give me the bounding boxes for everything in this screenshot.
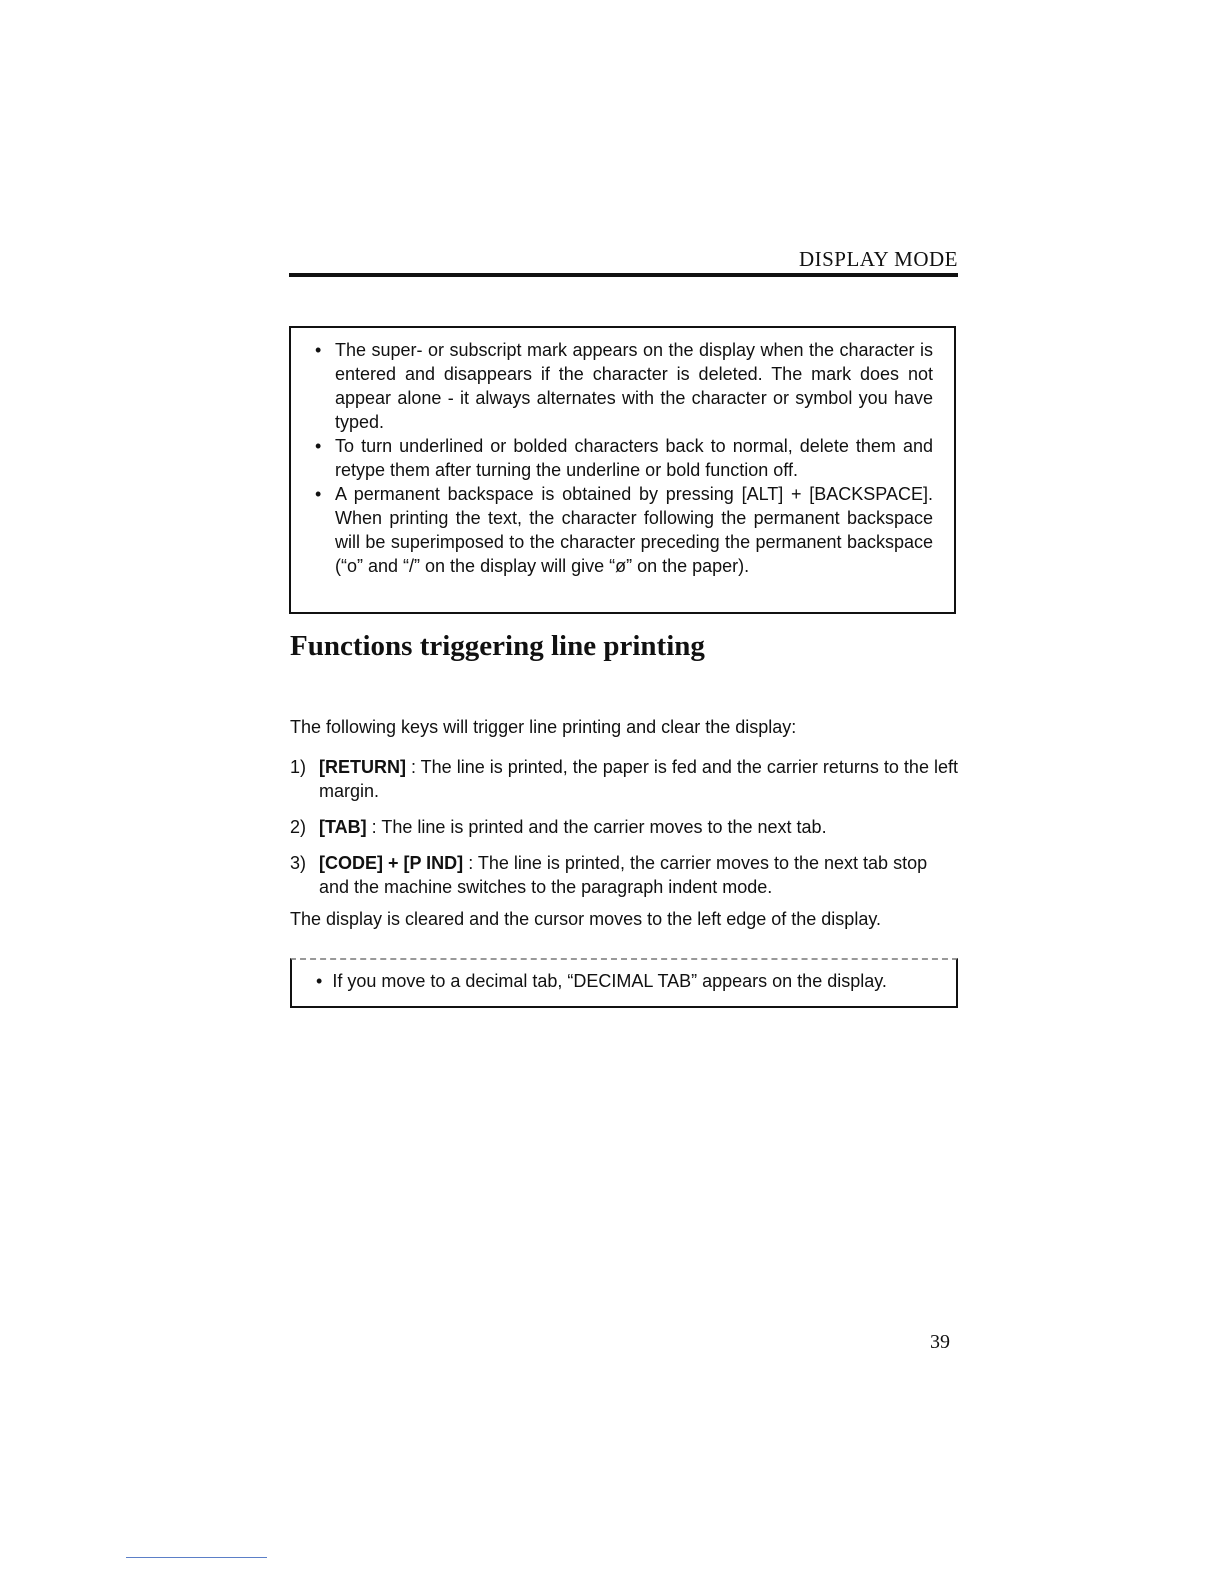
key-label: [RETURN] [319,757,406,777]
step-number: 2) [290,817,307,837]
key-step [290,851,960,899]
header-rule [289,273,958,277]
section-intro: The following keys will trigger line printing and clear the display: [290,717,797,737]
key-step [290,755,960,803]
key-label: [TAB] [319,817,367,837]
running-head: DISPLAY MODE [798,247,958,271]
key-label: [CODE] + [P IND] [319,853,464,873]
note-bullet-list [313,338,933,578]
step-number: 3) [290,853,307,873]
note-bullet-text: The super- or subscript mark appears on the display when the character is entered and disappears if the character is deleted. The mark does not appear alone - it always alternates with the character or symbol you have typed. [335,340,933,432]
bullet-icon: • [316,971,323,991]
section-outro: The display is cleared and the cursor moves to the left edge of the display. [290,909,881,929]
note-bullet [313,338,933,434]
step-text: : The line is printed, the paper is fed and the carrier returns to the left margin. [319,757,958,801]
key-step-list [290,755,960,911]
decimal-tab-note-line [316,971,887,992]
note-bullet-text: To turn underlined or bolded characters back to normal, delete them and retype them after turning the underline or bold function off. [335,436,933,480]
note-bullet [313,434,933,482]
step-text: : The line is printed and the carrier moves to the next tab. [366,817,827,837]
key-step [290,815,960,839]
step-text: : The line is printed, the carrier moves to the next tab stop and the machine switches to the paragraph indent mode. [319,853,928,897]
bullet-icon: • [315,484,322,504]
note-box [289,326,956,614]
page-number: 39 [930,1331,950,1353]
decimal-tab-note [290,958,958,1008]
step-number: 1) [290,757,307,777]
section-title: Functions triggering line printing [290,630,705,662]
decimal-tab-note-text: If you move to a decimal tab, “DECIMAL TAB” appears on the display. [332,971,887,991]
note-bullet-text: A permanent backspace is obtained by pressing [ALT] + [BACKSPACE]. When printing the text, the character following the permanent backspace will be superimposed to the character preceding the permanent backspace (“o” and “/” on the display will give “ø” on the paper). [335,484,933,576]
bullet-icon: • [315,436,322,456]
bullet-icon: • [315,340,322,360]
note-bullet [313,482,933,578]
footnote-rule [126,1557,267,1558]
